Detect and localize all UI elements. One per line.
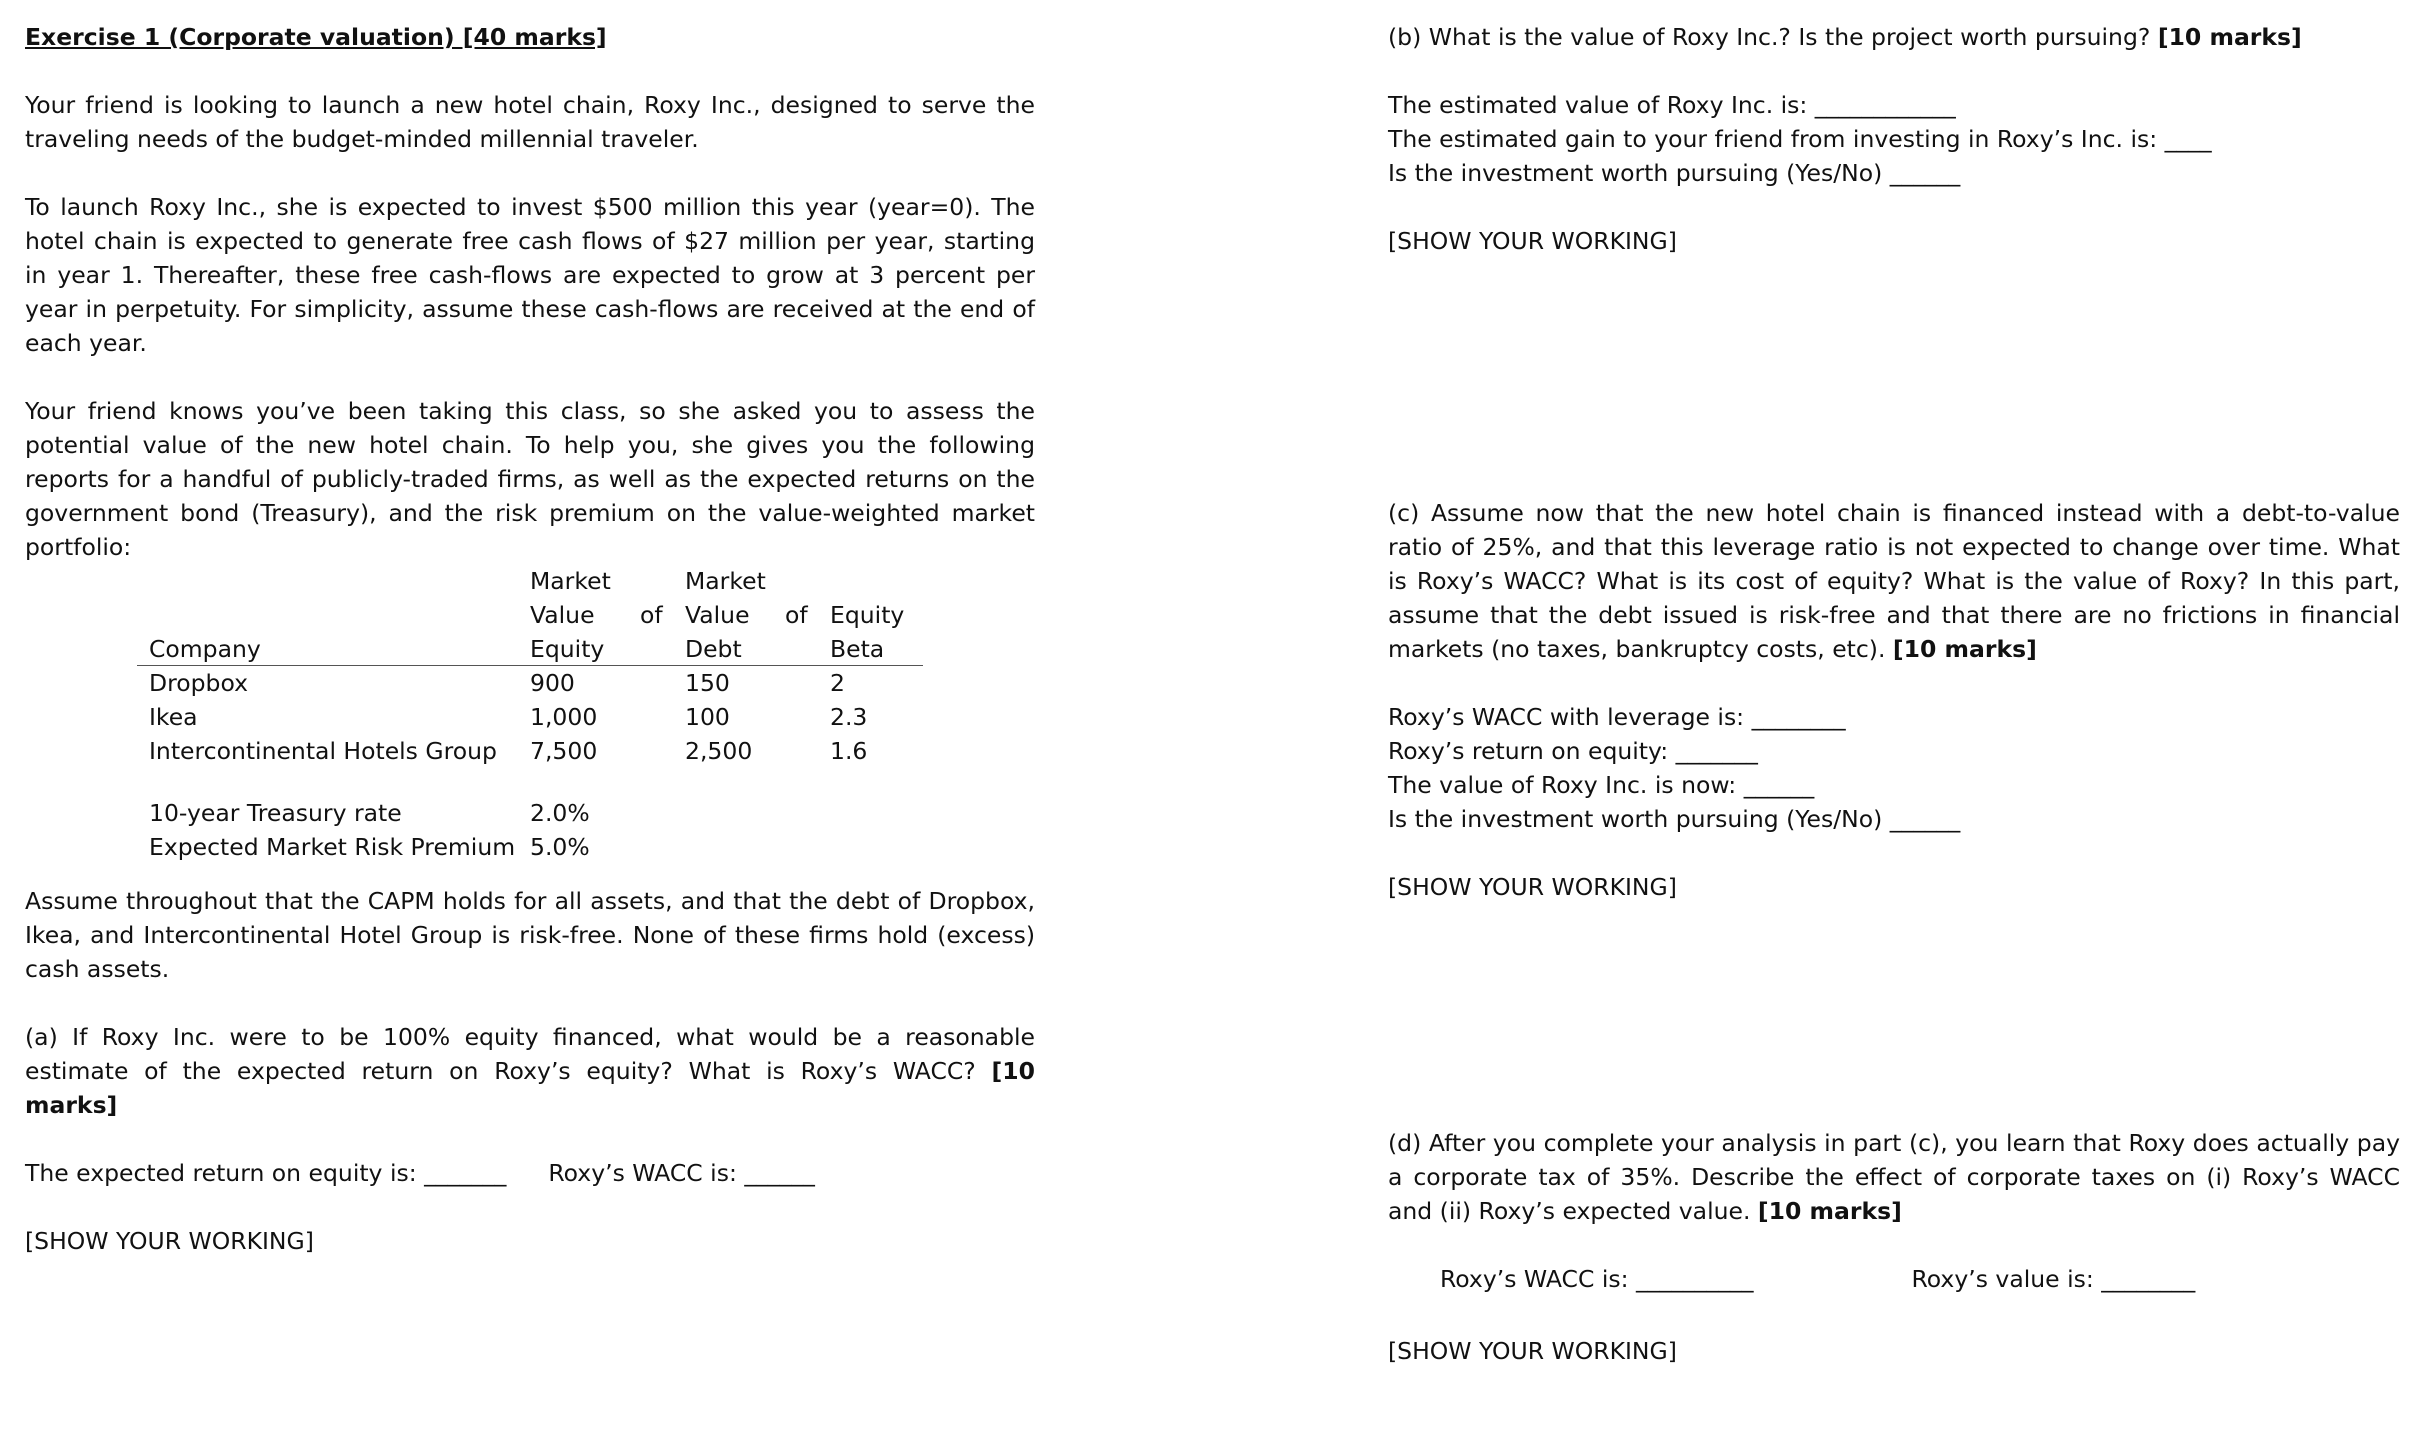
row-company: Ikea <box>149 703 198 731</box>
row-beta: 2 <box>830 669 845 697</box>
part-c-question-text: (c) Assume now that the new hotel chain is financed instead with a debt-to-value ratio of 25%, and that this leverage ratio is not expected to change over time. What is Roxy’s WACC? What is its cost of equity? What is the value of Roxy? In this part, assume that the debt issued is risk-free and that there are no frictions in financial markets (no taxes, bankruptcy costs, etc). <box>1388 499 2400 663</box>
expected-return-answer: The expected return on equity is: _______ <box>25 1159 507 1187</box>
part-c-line-wacc: Roxy’s WACC with leverage is: ________ <box>1388 703 1846 731</box>
header-equity-line-3: of <box>640 601 663 629</box>
row-company: Dropbox <box>149 669 249 697</box>
row-debt: 100 <box>685 703 730 731</box>
part-d-value-answer: Roxy’s value is: ________ <box>1911 1265 2196 1293</box>
header-company: Company <box>149 635 261 663</box>
row-beta: 2.3 <box>830 703 868 731</box>
header-beta-line-2: Beta <box>830 635 885 663</box>
intro-paragraph-2: To launch Roxy Inc., she is expected to invest $500 million this year (year=0). The hotel chain is expected to generate free cash flows of $27 million per year, starting in year 1. Thereafter, these free cash-flows are expected to grow at 3 percent per year in perpetuity. For simplicity, assume these cash-flows are received at the end of each year. <box>25 193 1035 357</box>
left-column <box>25 20 1035 1258</box>
part-d-working: [SHOW YOUR WORKING] <box>1388 1337 1677 1365</box>
part-b-question-text: (b) What is the value of Roxy Inc.? Is the project worth pursuing? <box>1388 23 2151 51</box>
part-c-line-equity: Roxy’s return on equity: _______ <box>1388 737 1758 765</box>
comparables-table <box>25 564 1035 861</box>
header-debt-line-4: Debt <box>685 635 742 663</box>
market-risk-premium-label: Expected Market Risk Premium <box>149 833 516 861</box>
exercise-title: Exercise 1 (Corporate valuation) [40 marks] <box>25 23 607 51</box>
intro-paragraph-3: Your friend knows you’ve been taking this class, so she asked you to assess the potential value of the new hotel chain. To help you, she gives you the following reports for a handful of publicly-traded firms, as well as the expected returns on the government bond (Treasury), and the risk premium on the value-weighted market portfolio: <box>25 397 1035 561</box>
header-equity-line-2: Value <box>530 601 595 629</box>
part-c-question <box>1388 496 2400 666</box>
treasury-rate-value: 2.0% <box>530 799 590 827</box>
row-company: Intercontinental Hotels Group <box>149 737 497 765</box>
part-b-working: [SHOW YOUR WORKING] <box>1388 227 1677 255</box>
part-a-answers <box>25 1156 1035 1190</box>
part-c-working: [SHOW YOUR WORKING] <box>1388 873 1677 901</box>
header-equity-line-1: Market <box>530 567 611 595</box>
header-beta-line-1: Equity <box>830 601 905 629</box>
part-a-marks: [10 marks] <box>25 1057 1035 1119</box>
row-equity: 900 <box>530 669 575 697</box>
right-column <box>1388 20 2400 1368</box>
row-beta: 1.6 <box>830 737 868 765</box>
part-d-question-text: (d) After you complete your analysis in part (c), you learn that Roxy does actually pay a corporate tax of 35%. Describe the effect of corporate taxes on (i) Roxy’s WACC and (ii) Roxy’s expected value. <box>1388 1129 2400 1225</box>
part-b-marks: [10 marks] <box>2157 23 2302 51</box>
wacc-answer: Roxy’s WACC is: ______ <box>548 1159 815 1187</box>
part-a-question-text: (a) If Roxy Inc. were to be 100% equity financed, what would be a reasonable estimate of the expected return on Roxy’s equity? What is Roxy’s WACC? <box>25 1023 1035 1085</box>
treasury-rate-label: 10-year Treasury rate <box>149 799 402 827</box>
part-c-line-value: The value of Roxy Inc. is now: ______ <box>1388 771 1815 799</box>
part-b-question <box>1388 20 2400 54</box>
intro-paragraph-1: Your friend is looking to launch a new hotel chain, Roxy Inc., designed to serve the traveling needs of the budget-minded millennial traveler. <box>25 91 1035 153</box>
assumption-paragraph: Assume throughout that the CAPM holds for all assets, and that the debt of Dropbox, Ikea, and Intercontinental Hotel Group is risk-free. None of these firms hold (excess) cash assets. <box>25 887 1035 983</box>
part-d-question <box>1388 1126 2400 1228</box>
part-a-question <box>25 1020 1035 1122</box>
part-b-line-gain: The estimated gain to your friend from investing in Roxy’s Inc. is: ____ <box>1388 125 2212 153</box>
part-a-working: [SHOW YOUR WORKING] <box>25 1227 314 1255</box>
row-equity: 7,500 <box>530 737 598 765</box>
header-equity-line-4: Equity <box>530 635 605 663</box>
row-debt: 150 <box>685 669 730 697</box>
header-debt-line-2: Value <box>685 601 750 629</box>
header-debt-line-3: of <box>785 601 808 629</box>
market-risk-premium-value: 5.0% <box>530 833 590 861</box>
row-debt: 2,500 <box>685 737 753 765</box>
part-b-line-worth: Is the investment worth pursuing (Yes/No) ______ <box>1388 159 1961 187</box>
part-d-answers <box>1388 1262 2400 1296</box>
part-c-line-worth: Is the investment worth pursuing (Yes/No) ______ <box>1388 805 1961 833</box>
part-d-wacc-answer: Roxy’s WACC is: __________ <box>1440 1265 1754 1293</box>
row-equity: 1,000 <box>530 703 598 731</box>
part-d-marks: [10 marks] <box>1757 1197 1902 1225</box>
part-c-marks: [10 marks] <box>1892 635 2037 663</box>
header-debt-line-1: Market <box>685 567 766 595</box>
part-b-line-value: The estimated value of Roxy Inc. is: ____________ <box>1388 91 1956 119</box>
